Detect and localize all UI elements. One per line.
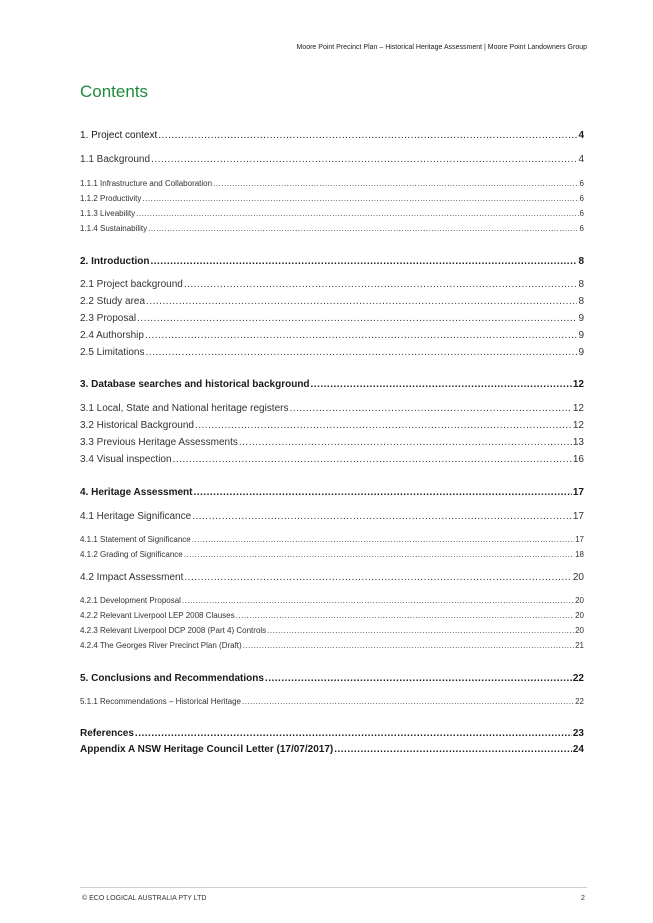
toc-entry[interactable]: 1.1 Background ..... 4 [80,154,584,165]
page-title: Contents [80,82,149,101]
toc-entry[interactable]: 4.2.4 The Georges River Precinct Plan (Draft) ..... 21 [80,641,584,650]
toc-entry[interactable]: 1.1.3 Liveability ..... 6 [80,209,584,218]
toc-entry[interactable]: 3.1 Local, State and National heritage registers ..... 12 [80,403,584,414]
page-header: Moore Point Precinct Plan – Historical Heritage Assessment | Moore Point Landowners Group [296,44,587,51]
toc-entry[interactable]: 3.4 Visual inspection ..... 16 [80,454,584,465]
toc-entry[interactable]: 3.3 Previous Heritage Assessments ..... 13 [80,437,584,448]
toc-entry[interactable]: 4.2.3 Relevant Liverpool DCP 2008 (Part 4) Controls ..... 20 [80,626,584,635]
toc-entry[interactable]: 4. Heritage Assessment ..... 17 [80,487,584,498]
toc-entry[interactable]: 1.1.2 Productivity ..... 6 [80,194,584,203]
toc-entry[interactable]: 4.1.1 Statement of Significance ..... 17 [80,535,584,544]
toc-entry[interactable]: 2.2 Study area ..... 8 [80,296,584,307]
page-number: 2 [581,895,585,902]
toc-entry[interactable]: 4.1.2 Grading of Significance ..... 18 [80,550,584,559]
toc-entry[interactable]: 2.4 Authorship ..... 9 [80,330,584,341]
toc-entry[interactable]: 5. Conclusions and Recommendations ..... 22 [80,673,584,684]
toc-entry[interactable]: 2.1 Project background ..... 8 [80,279,584,290]
toc-entry[interactable]: 4.2.1 Development Proposal ..... 20 [80,596,584,605]
footer-divider [80,887,587,888]
toc-entry[interactable]: 1.1.4 Sustainability ..... 6 [80,224,584,233]
toc-entry[interactable]: 4.2.2 Relevant Liverpool LEP 2008 Clauses ..... 20 [80,611,584,620]
toc-entry[interactable]: 3.2 Historical Background ..... 12 [80,420,584,431]
toc-entry[interactable]: 5.1.1 Recommendations – Historical Heritage ..... 22 [80,697,584,706]
toc-entry[interactable]: 1.1.1 Infrastructure and Collaboration ..... 6 [80,179,584,188]
toc-entry[interactable]: 2.5 Limitations ..... 9 [80,347,584,358]
toc-entry[interactable]: 4.2 Impact Assessment ..... 20 [80,572,584,583]
toc-entry[interactable]: 3. Database searches and historical background ..... 12 [80,379,584,390]
toc-entry[interactable]: 2. Introduction ..... 8 [80,256,584,267]
toc-entry[interactable]: 4.1 Heritage Significance ..... 17 [80,511,584,522]
toc-entry[interactable]: Appendix A NSW Heritage Council Letter (17/07/2017) ..... 24 [80,744,584,755]
toc-entry[interactable]: 1. Project context ..... 4 [80,130,584,141]
toc-entry[interactable]: 2.3 Proposal ..... 9 [80,313,584,324]
toc-entry[interactable]: References ..... 23 [80,728,584,739]
footer-copyright: © ECO LOGICAL AUSTRALIA PTY LTD [82,895,207,902]
